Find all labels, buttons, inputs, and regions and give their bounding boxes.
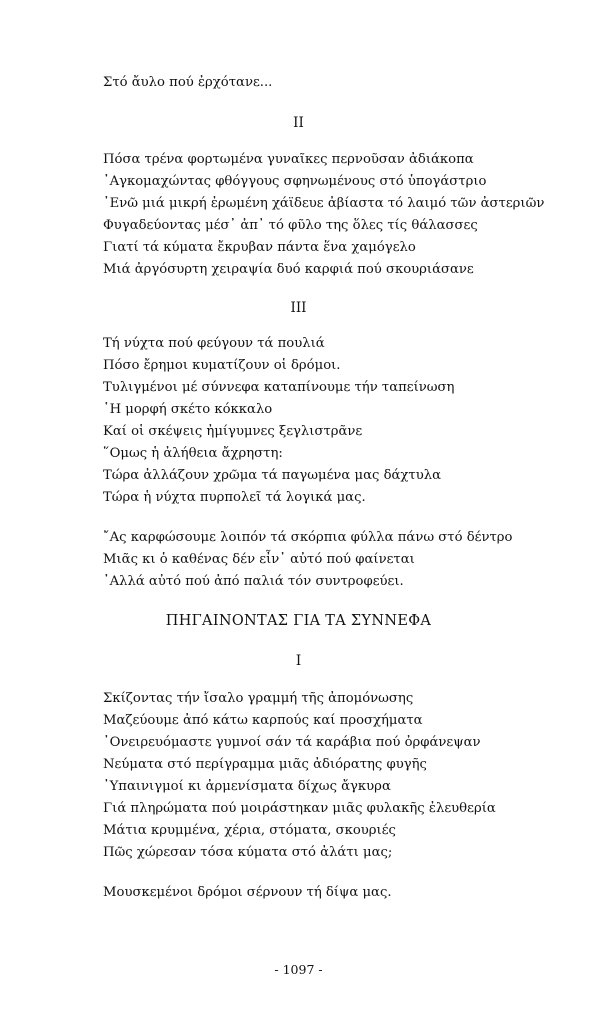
poem-line: ῾Η μορφή σκέτο κόκκαλο — [103, 402, 273, 417]
section-numeral-iii: III — [290, 300, 307, 316]
poem-line: Στό ἄυλο πού ἐρχότανε... — [103, 75, 273, 90]
poem-line: Τώρα ἀλλάζουν χρῶμα τά παγωμένα μας δάχτυλα — [103, 468, 441, 483]
poem-line: Τή νύχτα πού φεύγουν τά πουλιά — [103, 336, 325, 351]
poem-line: ᾿Ενῶ μιά μικρή ἐρωμένη χάϊδευε ἀβίαστα τό λαιμό τῶν ἀστεριῶν — [103, 196, 545, 211]
section-numeral-i: I — [295, 653, 302, 669]
poem-line: Μάτια κρυμμένα, χέρια, στόματα, σκουριές — [103, 823, 396, 838]
poem-line: ᾿Αγκομαχώντας φθόγγους σφηνωμένους στό ὑπογάστριο — [103, 174, 487, 189]
poem-line: Καί οἱ σκέψεις ἠμίγυμνες ξεγλιστρᾶνε — [103, 424, 363, 439]
poem-line: Φυγαδεύοντας μέσ᾿ ἀπ᾿ τό φῦλο της ὅλες τίς θάλασσες — [103, 218, 478, 233]
poem-line: ῎Ας καρφώσουμε λοιπόν τά σκόρπια φύλλα πάνω στό δέντρο — [103, 530, 513, 545]
poem-line: ᾿Υπαινιγμοί κι ἀρμενίσματα δίχως ἄγκυρα — [103, 779, 391, 794]
poem-line: Πῶς χώρεσαν τόσα κύματα στό ἀλάτι μας; — [103, 845, 393, 860]
section-numeral-ii: II — [293, 115, 304, 131]
poem-line: Μαζεύουμε ἀπό κάτω καρπούς καί προσχήματα — [103, 713, 423, 728]
poem-line: ῞Ομως ἡ ἀλήθεια ἄχρηστη: — [103, 446, 283, 461]
poem-line: Τώρα ἡ νύχτα πυρπολεῖ τά λογικά μας. — [103, 490, 366, 505]
poem-line: Μουσκεμένοι δρόμοι σέρνουν τή δίψα μας. — [103, 885, 392, 900]
poem-line: Νεύματα στό περίγραμμα μιᾶς ἀδιόρατης φυγῆς — [103, 757, 427, 772]
poem-line: Σκίζοντας τήν ἴσαλο γραμμή τῆς ἀπομόνωσης — [103, 691, 414, 706]
poem-line: Μιᾶς κι ὁ καθένας δέν εἶν᾿ αὐτό πού φαίνεται — [103, 552, 415, 567]
poem-line: Πόσα τρένα φορτωμένα γυναῖκες περνοῦσαν ἀδιάκοπα — [103, 152, 474, 167]
poem-line: Γιά πληρώματα πού μοιράστηκαν μιᾶς φυλακῆς ἐλευθερία — [103, 801, 496, 816]
poem-line: ᾿Αλλά αὐτό πού ἀπό παλιά τόν συντροφεύει. — [103, 574, 404, 589]
poem-line: Μιά ἀργόσυρτη χειραψία δυό καρφιά πού σκουριάσανε — [103, 262, 474, 277]
poem-line: Τυλιγμένοι μέ σύννεφα καταπίνουμε τήν ταπείνωση — [103, 380, 455, 395]
poem-line: ᾿Ονειρευόμαστε γυμνοί σάν τά καράβια πού ὀρφάνεψαν — [103, 735, 481, 750]
poem-title: ΠΗΓΑΙΝΟΝΤΑΣ ΓΙΑ ΤΑ ΣΥΝΝΕΦΑ — [165, 613, 432, 629]
poem-line: Πόσο ἔρημοι κυματίζουν οἱ δρόμοι. — [103, 358, 341, 373]
page-number: - 1097 - — [274, 962, 323, 977]
poem-line: Γιατί τά κύματα ἔκρυβαν πάντα ἕνα χαμόγελο — [103, 240, 416, 255]
